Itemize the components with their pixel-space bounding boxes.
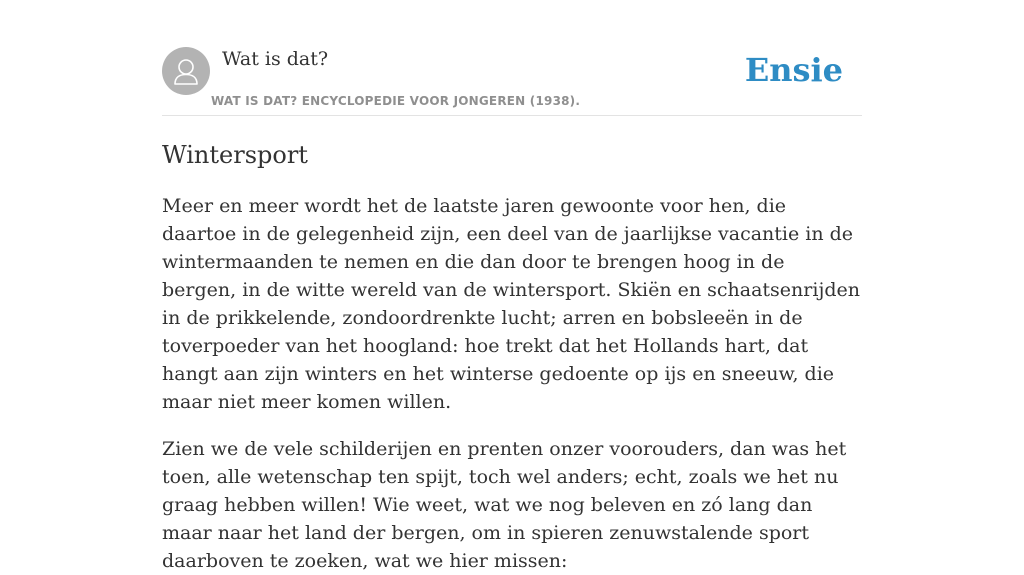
ensie-logo[interactable]: Ensie	[744, 51, 843, 89]
source-subtitle[interactable]: WAT IS DAT? ENCYCLOPEDIE VOOR JONGEREN (1938).	[211, 94, 581, 108]
user-icon[interactable]	[162, 47, 210, 95]
source-header	[162, 46, 862, 116]
article-paragraph: Zien we de vele schilderijen en prenten onzer voorouders, dan was het toen, alle wetenschap ten spijt, toch wel anders; echt, zoals we het nu graag hebben willen! Wie weet, wat we nog beleven en zó lang dan maar naar het land der bergen, om in spieren zenuwstalende sport daarboven te zoeken, wat we hier missen:	[162, 438, 847, 572]
article-body	[162, 138, 862, 575]
article-paragraph: Meer en meer wordt het de laatste jaren gewoonte voor hen, die daartoe in de gelegenheid zijn, een deel van de jaarlijkse vacantie in de wintermaanden te nemen en die dan door te brengen hoog in de bergen, in de witte wereld van de wintersport. Skiën en schaatsenrijden in de prikkelende, zondoordrenkte lucht; arren en bobsleeën in de toverpoeder van het hoogland: hoe trekt dat het Hollands hart, dat hangt aan zijn winters en het winterse gedoente op ijs en sneeuw, die maar niet meer komen willen.	[162, 195, 860, 413]
source-title[interactable]: Wat is dat?	[222, 48, 329, 70]
article-title: Wintersport	[162, 141, 308, 169]
